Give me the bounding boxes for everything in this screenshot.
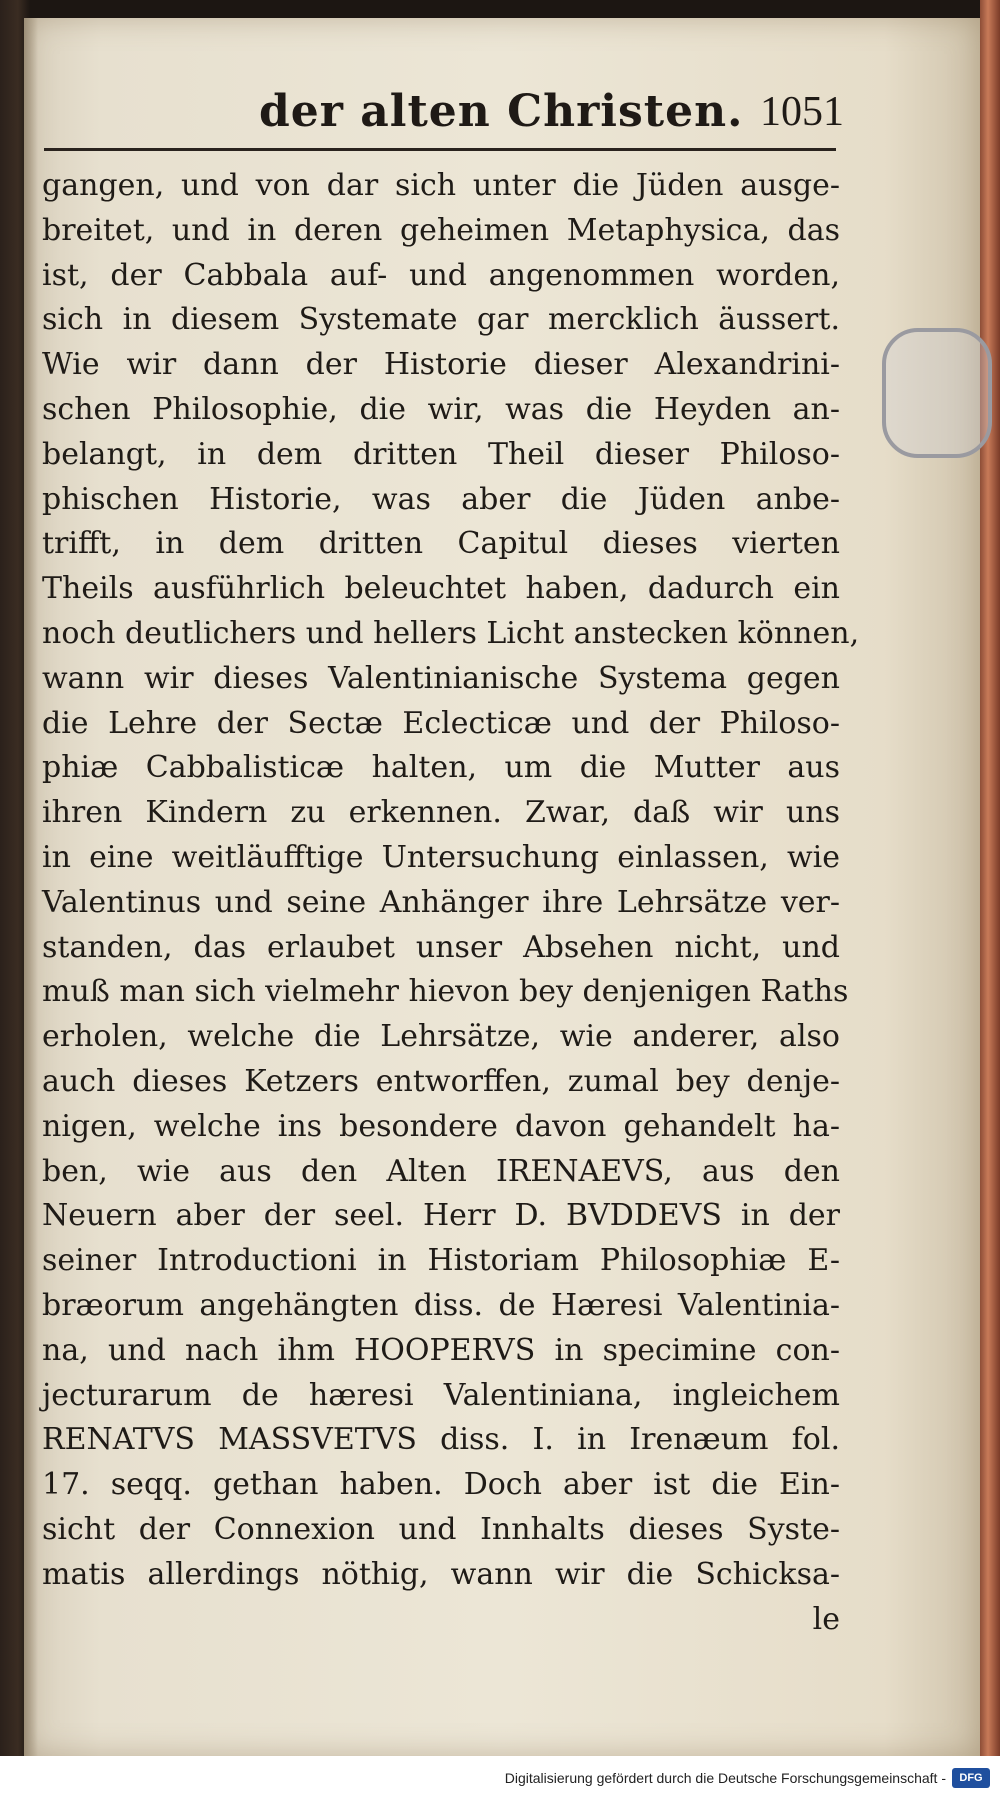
text-line: Neuern aber der seel. Herr D. BVDDEVS in der xyxy=(42,1198,840,1234)
text-line: ben, wie aus den Alten IRENAEVS, aus den xyxy=(42,1153,840,1189)
text-line: seiner Introductioni in Historiam Philosophiæ E- xyxy=(42,1243,840,1279)
catchword: le xyxy=(812,1601,840,1637)
body-text xyxy=(42,164,860,1642)
text-line: in eine weitläufftige Untersuchung einlassen, wie xyxy=(42,839,840,875)
text-line: muß man sich vielmehr hievon bey denjenigen Raths xyxy=(42,974,849,1010)
text-line: 17. seqq. gethan haben. Doch aber ist die Ein- xyxy=(42,1467,840,1503)
text-line: matis allerdings nöthig, wann wir die Schicksa- xyxy=(42,1556,840,1592)
text-line: standen, das erlaubet unser Absehen nicht, und xyxy=(42,929,840,965)
text-line: belangt, in dem dritten Theil dieser Philoso- xyxy=(42,436,840,472)
text-line: noch deutlichers und hellers Licht anstecken können, xyxy=(42,615,860,651)
text-line: phischen Historie, was aber die Jüden anbe- xyxy=(42,481,840,517)
page-clip xyxy=(882,328,992,458)
text-line: ihren Kindern zu erkennen. Zwar, daß wir uns xyxy=(42,795,840,831)
text-line: RENATVS MASSVETVS diss. I. in Irenæum fol. xyxy=(42,1422,840,1458)
dfg-logo: DFG xyxy=(952,1768,990,1788)
text-line: sicht der Connexion und Innhalts dieses Syste- xyxy=(42,1511,840,1547)
gutter-shadow xyxy=(24,18,38,1756)
page-number: 1051 xyxy=(760,89,844,135)
header-rule xyxy=(44,148,836,151)
text-line: Wie wir dann der Historie dieser Alexandrini- xyxy=(42,347,840,383)
text-line: Theils ausführlich beleuchtet haben, dadurch ein xyxy=(42,571,840,607)
running-head-title: der alten Christen. xyxy=(259,86,744,137)
funding-credit: Digitalisierung gefördert durch die Deutsche Forschungsgemeinschaft - xyxy=(504,1770,946,1786)
text-line: Valentinus und seine Anhänger ihre Lehrsätze ver- xyxy=(42,884,840,920)
text-line: sich in diesem Systemate gar mercklich äussert. xyxy=(42,302,840,338)
digitization-footer xyxy=(0,1756,1000,1808)
text-line: die Lehre der Sectæ Eclecticæ und der Philoso- xyxy=(42,705,840,741)
book-edge xyxy=(980,0,1000,1780)
text-line: bræorum angehängten diss. de Hæresi Valentinia- xyxy=(42,1287,840,1323)
text-line: schen Philosophie, die wir, was die Heyden an- xyxy=(42,391,840,427)
text-line: gangen, und von dar sich unter die Jüden ausge- xyxy=(42,168,840,203)
text-line: wann wir dieses Valentinianische Systema gegen xyxy=(42,660,840,696)
running-head xyxy=(224,78,844,158)
text-line: nigen, welche ins besondere davon gehandelt ha- xyxy=(42,1108,840,1144)
text-line: erholen, welche die Lehrsätze, wie anderer, also xyxy=(42,1019,840,1055)
text-line: breitet, und in deren geheimen Metaphysica, das xyxy=(42,212,840,248)
text-line: auch dieses Ketzers entworffen, zumal bey denje- xyxy=(42,1063,840,1099)
text-line: na, und nach ihm HOOPERVS in specimine con- xyxy=(42,1332,840,1368)
text-line: phiæ Cabbalisticæ halten, um die Mutter aus xyxy=(42,750,840,786)
book-page xyxy=(24,18,980,1756)
text-line: trifft, in dem dritten Capitul dieses vierten xyxy=(42,526,840,562)
text-line: jecturarum de hæresi Valentiniana, ingleichem xyxy=(42,1377,840,1413)
text-line: ist, der Cabbala auf- und angenommen worden, xyxy=(42,257,840,293)
